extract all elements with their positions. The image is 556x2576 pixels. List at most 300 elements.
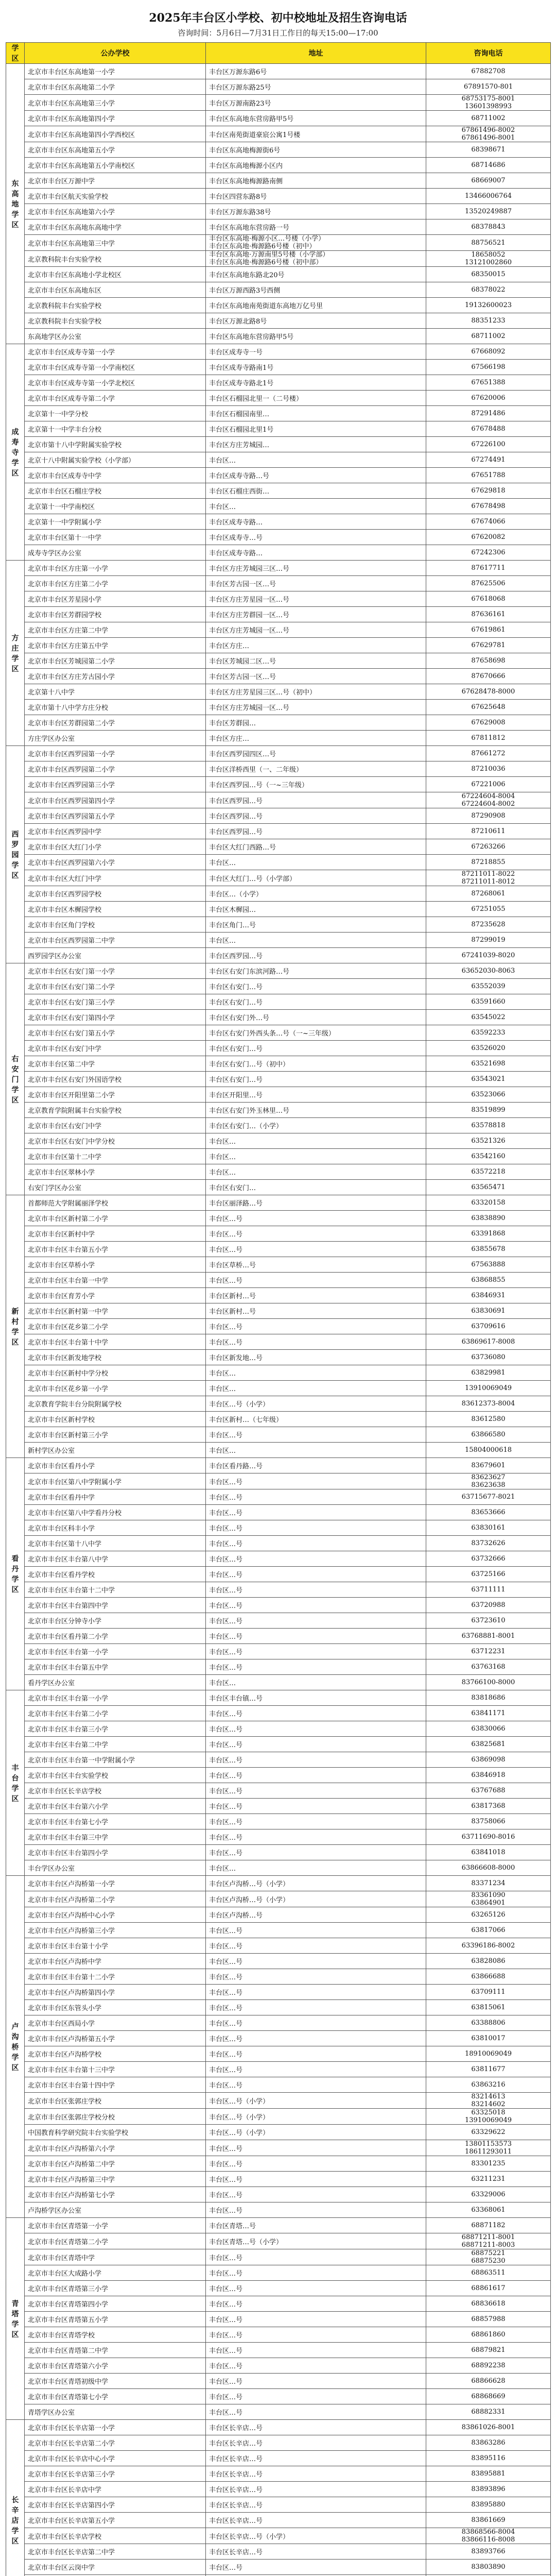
school-name: 北京市丰台区花乡第一小学 bbox=[25, 1381, 206, 1396]
school-address: 丰台区长辛店…号 bbox=[206, 2451, 426, 2466]
school-address: 丰台区…号 bbox=[206, 1985, 426, 2000]
school-phone bbox=[426, 1768, 551, 1783]
table-row bbox=[6, 1010, 551, 1025]
table-row bbox=[6, 761, 551, 777]
school-name: 北京市丰台区航天实验学校 bbox=[25, 189, 206, 204]
school-phone-line: 83866116-8008 bbox=[461, 2536, 515, 2544]
table-row bbox=[6, 375, 551, 391]
table-row bbox=[6, 235, 551, 251]
school-phone-line: 67668092 bbox=[471, 348, 506, 355]
school-address: 丰台区青塔…号 bbox=[206, 2218, 426, 2233]
school-name: 北京市丰台区右安门第一小学 bbox=[25, 963, 206, 979]
table-row bbox=[6, 684, 551, 700]
school-phone-line: 63265126 bbox=[471, 1911, 506, 1919]
school-name: 北京市丰台区青塔第三小学 bbox=[25, 2281, 206, 2296]
school-address: 丰台区长辛店…号（小学） bbox=[206, 2528, 426, 2544]
table-row bbox=[6, 1273, 551, 1288]
page-subtitle: 咨询时间：5月6日—7月31日工作日的每天15:00—17:00 bbox=[178, 28, 378, 38]
school-phone-line: 13121002860 bbox=[465, 259, 512, 266]
school-name: 北京市丰台区长辛店中心小学 bbox=[25, 2451, 206, 2466]
school-address: 丰台区…号 bbox=[206, 2140, 426, 2156]
school-phone-line: 63763168 bbox=[471, 1663, 506, 1671]
school-phone bbox=[426, 2482, 551, 2497]
school-phone bbox=[426, 933, 551, 948]
school-name: 北京市丰台区成寿寺第一小学南校区 bbox=[25, 360, 206, 375]
table-row bbox=[6, 1505, 551, 1520]
school-phone bbox=[426, 1690, 551, 1706]
school-address: 丰台区方庄芳城园一区…号 bbox=[206, 700, 426, 715]
table-row bbox=[6, 963, 551, 979]
school-phone-line: 67619861 bbox=[471, 626, 506, 634]
school-phone bbox=[426, 1907, 551, 1923]
column-header: 公办学校 bbox=[25, 43, 206, 64]
school-address: 丰台区…号 bbox=[206, 1598, 426, 1613]
school-phone bbox=[426, 1706, 551, 1721]
school-address: 丰台区…号 bbox=[206, 1629, 426, 1644]
school-phone-line: 68868669 bbox=[471, 2393, 506, 2400]
table-row bbox=[6, 2435, 551, 2451]
school-address: 丰台区…号 bbox=[206, 2156, 426, 2172]
school-address: 丰台区…号 bbox=[206, 1520, 426, 1536]
school-address: 丰台区石榴庄西街… bbox=[206, 483, 426, 499]
school-phone-line: 83766100-8000 bbox=[461, 1679, 515, 1686]
school-name: 北京市丰台区青塔第四小学 bbox=[25, 2296, 206, 2312]
school-name: 北京市丰台区青塔初级中学 bbox=[25, 2374, 206, 2389]
school-phone bbox=[426, 1505, 551, 1520]
district-cell: 成寿寺学区 bbox=[6, 344, 25, 561]
school-phone bbox=[426, 1350, 551, 1365]
school-phone bbox=[426, 545, 551, 561]
school-phone bbox=[426, 2077, 551, 2093]
school-address: 丰台区…号 bbox=[206, 2265, 426, 2281]
school-address: 丰台区大红门西路…号 bbox=[206, 839, 426, 855]
school-name: 北京第十一中学丰台分校 bbox=[25, 421, 206, 437]
table-row bbox=[6, 1629, 551, 1644]
table-row bbox=[6, 437, 551, 452]
school-address: 丰台区…号 bbox=[206, 1473, 426, 1489]
school-name: 北京市丰台区第二中学 bbox=[25, 1056, 206, 1072]
school-address: 丰台区长辛店…号 bbox=[206, 2544, 426, 2560]
table-row bbox=[6, 902, 551, 917]
school-address: 丰台区右安门…号 bbox=[206, 1041, 426, 1056]
school-name: 北京市丰台区草桥小学 bbox=[25, 1257, 206, 1273]
school-phone bbox=[426, 1211, 551, 1226]
school-name: 北京市丰台区右安门第五小学 bbox=[25, 1025, 206, 1041]
school-address: 丰台区右安门东滨河路…号 bbox=[206, 963, 426, 979]
school-address: 丰台区…号 bbox=[206, 1938, 426, 1954]
school-phone-line: 87218855 bbox=[471, 858, 506, 866]
school-name: 北京市丰台区云岗中学 bbox=[25, 2560, 206, 2575]
table-row bbox=[6, 111, 551, 126]
table-row bbox=[6, 824, 551, 839]
school-address: 丰台区…号 bbox=[206, 2046, 426, 2062]
school-phone-line: 63592233 bbox=[471, 1029, 506, 1037]
school-phone bbox=[426, 902, 551, 917]
table-row bbox=[6, 421, 551, 437]
table-row bbox=[6, 1056, 551, 1072]
school-phone bbox=[426, 1412, 551, 1427]
school-address: 丰台区右安门…（小学） bbox=[206, 1118, 426, 1133]
school-phone-line: 67861496-8001 bbox=[461, 134, 515, 142]
table-row bbox=[6, 638, 551, 653]
school-phone-line: 67263266 bbox=[471, 843, 506, 851]
school-phone-line: 63526020 bbox=[471, 1044, 506, 1052]
school-phone bbox=[426, 2156, 551, 2172]
school-phone bbox=[426, 1629, 551, 1644]
school-phone-line: 83612373-8004 bbox=[461, 1400, 515, 1408]
school-phone-line: 67678498 bbox=[471, 502, 506, 510]
school-name: 北京市丰台区丰台第三中学 bbox=[25, 1829, 206, 1845]
school-phone-line: 67811812 bbox=[471, 734, 506, 742]
school-phone-line: 63829981 bbox=[471, 1369, 506, 1377]
school-phone bbox=[426, 1891, 551, 1907]
school-phone-line: 83803890 bbox=[471, 2563, 506, 2571]
table-row bbox=[6, 126, 551, 142]
school-phone bbox=[426, 1613, 551, 1629]
school-phone bbox=[426, 994, 551, 1010]
school-name: 北京市丰台区丰台第十中学 bbox=[25, 1334, 206, 1350]
table-row bbox=[6, 1365, 551, 1381]
table-row bbox=[6, 792, 551, 808]
table-row bbox=[6, 391, 551, 406]
school-name: 北京市丰台区右安门外国语学校 bbox=[25, 1072, 206, 1087]
school-phone bbox=[426, 979, 551, 994]
table-row bbox=[6, 1072, 551, 1087]
school-name: 北京市丰台区方庄第五中学 bbox=[25, 638, 206, 653]
school-name: 北京教科院丰台实验学校 bbox=[25, 313, 206, 329]
school-phone-line: 67629008 bbox=[471, 719, 506, 726]
school-name: 北京市丰台区方庄芳古园小学 bbox=[25, 669, 206, 684]
table-row bbox=[6, 158, 551, 173]
table-row bbox=[6, 1799, 551, 1814]
school-phone bbox=[426, 1799, 551, 1814]
school-name: 北京市丰台区第八中学附属小学 bbox=[25, 1473, 206, 1489]
table-row bbox=[6, 607, 551, 622]
school-phone-line: 68875221 bbox=[471, 2249, 506, 2257]
table-row bbox=[6, 1598, 551, 1613]
table-row bbox=[6, 2482, 551, 2497]
table-row bbox=[6, 870, 551, 886]
school-phone-line: 67629781 bbox=[471, 641, 506, 649]
school-address: 丰台区石榴园南里… bbox=[206, 406, 426, 421]
school-name: 北京市丰台区长辛店学校 bbox=[25, 2528, 206, 2544]
school-address: 丰台区开阳里…号 bbox=[206, 1087, 426, 1103]
school-address: 丰台区…号（小学） bbox=[206, 2109, 426, 2125]
school-phone-line: 63767688 bbox=[471, 1787, 506, 1794]
school-address: 丰台区万源东路6号 bbox=[206, 64, 426, 79]
school-phone bbox=[426, 2062, 551, 2077]
school-name: 新村学区办公室 bbox=[25, 1443, 206, 1458]
school-phone-line: 83623638 bbox=[471, 1481, 506, 1489]
school-address: 丰台区右安门… bbox=[206, 1180, 426, 1195]
table-row bbox=[6, 1087, 551, 1103]
school-phone-line: 87670666 bbox=[471, 672, 506, 680]
school-address: 丰台区方庄芳群园一区…号 bbox=[206, 607, 426, 622]
school-address: 丰台区右安门…号 bbox=[206, 979, 426, 994]
school-phone bbox=[426, 2466, 551, 2482]
school-phone-line: 67628478-8000 bbox=[461, 688, 515, 696]
school-phone-line: 88351233 bbox=[471, 317, 506, 325]
table-row bbox=[6, 1412, 551, 1427]
school-phone bbox=[426, 591, 551, 607]
table-row bbox=[6, 1954, 551, 1969]
school-phone-line: 63709616 bbox=[471, 1323, 506, 1330]
school-name: 北京市丰台区东高地东区 bbox=[25, 282, 206, 298]
school-name: 北京市丰台区东高地小学北校区 bbox=[25, 267, 206, 282]
school-name: 北京市丰台区东高地第五小学 bbox=[25, 142, 206, 158]
school-address: 丰台区南苑街道豪宸公寓1号楼 bbox=[206, 126, 426, 142]
school-phone-line: 87211011-8022 bbox=[461, 870, 515, 878]
school-name: 北京市丰台区丰台第四小学 bbox=[25, 1845, 206, 1860]
table-row bbox=[6, 313, 551, 329]
school-phone bbox=[426, 1737, 551, 1752]
table-row bbox=[6, 653, 551, 669]
table-row bbox=[6, 2093, 551, 2109]
school-name: 北京市丰台区长辛店第四小学 bbox=[25, 2497, 206, 2513]
school-address-line: 丰台区东高地·万源南里5号楼（小学部） bbox=[209, 251, 329, 259]
school-phone bbox=[426, 1164, 551, 1180]
school-phone bbox=[426, 2140, 551, 2156]
school-phone bbox=[426, 2544, 551, 2560]
school-address: 丰台区…号 bbox=[206, 1211, 426, 1226]
school-address: 丰台区卢沟桥…号（小学） bbox=[206, 1891, 426, 1907]
school-name: 北京市丰台区青塔第七小学 bbox=[25, 2389, 206, 2404]
school-name: 北京市丰台区科丰小学 bbox=[25, 1520, 206, 1536]
school-address: 丰台区石榴园北里一（二号楼） bbox=[206, 391, 426, 406]
table-row bbox=[6, 79, 551, 95]
school-address: 丰台区成寿寺路北1号 bbox=[206, 375, 426, 391]
school-address: 丰台区…号 bbox=[206, 1814, 426, 1829]
table-row bbox=[6, 1659, 551, 1675]
school-address: 丰台区…号 bbox=[206, 2560, 426, 2575]
table-row bbox=[6, 1257, 551, 1273]
school-address: 丰台区…号 bbox=[206, 2358, 426, 2374]
school-phone bbox=[426, 2000, 551, 2015]
school-phone-line: 68875230 bbox=[471, 2257, 506, 2265]
school-phone bbox=[426, 1025, 551, 1041]
school-phone bbox=[426, 313, 551, 329]
school-address: 丰台区…号 bbox=[206, 1768, 426, 1783]
school-phone bbox=[426, 792, 551, 808]
school-phone bbox=[426, 2015, 551, 2031]
table-row bbox=[6, 622, 551, 638]
school-phone bbox=[426, 421, 551, 437]
school-address: 丰台区卢沟桥…号 bbox=[206, 1907, 426, 1923]
table-row bbox=[6, 2202, 551, 2218]
school-name: 北京市丰台区右安门第二小学 bbox=[25, 979, 206, 994]
school-address: 丰台区…号 bbox=[206, 2000, 426, 2015]
school-phone-line: 83893896 bbox=[471, 2485, 506, 2493]
school-address bbox=[206, 251, 426, 267]
school-phone-line: 67566198 bbox=[471, 363, 506, 371]
school-address: 丰台区成寿寺路… bbox=[206, 545, 426, 561]
table-row bbox=[6, 2187, 551, 2202]
school-phone-line: 87290908 bbox=[471, 812, 506, 820]
school-phone bbox=[426, 391, 551, 406]
school-phone bbox=[426, 1845, 551, 1860]
school-phone-line: 83519899 bbox=[471, 1106, 506, 1114]
school-name: 北京市丰台区卢沟桥中学 bbox=[25, 1954, 206, 1969]
school-phone bbox=[426, 1010, 551, 1025]
school-name: 北京市丰台区第八中学看丹分校 bbox=[25, 1505, 206, 1520]
school-phone-line: 63830691 bbox=[471, 1307, 506, 1315]
school-name: 北京教科院丰台实验学校 bbox=[25, 251, 206, 267]
school-phone-line: 67678488 bbox=[471, 425, 506, 433]
table-row bbox=[6, 2544, 551, 2560]
school-phone-line: 68866628 bbox=[471, 2377, 506, 2385]
school-name: 首都师范大学附属丽泽学校 bbox=[25, 1195, 206, 1211]
school-phone bbox=[426, 2218, 551, 2233]
school-name: 北京市丰台区育芳小学 bbox=[25, 1288, 206, 1303]
table-row bbox=[6, 1706, 551, 1721]
school-address: 丰台区成寿寺一号 bbox=[206, 344, 426, 360]
school-name: 西罗园学区办公室 bbox=[25, 948, 206, 963]
school-phone-line: 63325018 bbox=[471, 2109, 506, 2116]
school-address: 丰台区青塔…号（小学） bbox=[206, 2233, 426, 2249]
school-phone-line: 83861669 bbox=[471, 2516, 506, 2524]
table-row bbox=[6, 1644, 551, 1659]
school-phone-line: 68871182 bbox=[471, 2222, 506, 2229]
school-name: 北京市丰台区大成路小学 bbox=[25, 2265, 206, 2281]
school-phone bbox=[426, 1783, 551, 1799]
school-phone bbox=[426, 2435, 551, 2451]
school-phone bbox=[426, 2109, 551, 2125]
school-address: 丰台区…号 bbox=[206, 1954, 426, 1969]
school-address: 丰台区木樨园… bbox=[206, 902, 426, 917]
school-address: 丰台区…号 bbox=[206, 1334, 426, 1350]
school-name: 北京市丰台区右安门中学分校 bbox=[25, 1133, 206, 1149]
school-phone-line: 63811677 bbox=[471, 2065, 506, 2073]
table-row bbox=[6, 2560, 551, 2575]
table-row bbox=[6, 948, 551, 963]
school-address: 丰台区东高地梅源街6号 bbox=[206, 142, 426, 158]
school-name: 北京市丰台区右安门中学 bbox=[25, 1041, 206, 1056]
school-phone bbox=[426, 282, 551, 298]
table-row bbox=[6, 1041, 551, 1056]
school-name: 北京市丰台区长辛店第一小学 bbox=[25, 2420, 206, 2435]
school-name: 北京市丰台区芳群园第二小学 bbox=[25, 715, 206, 731]
table-row bbox=[6, 1814, 551, 1829]
school-phone-line: 63868855 bbox=[471, 1276, 506, 1284]
school-address: 丰台区右安门外…号 bbox=[206, 1010, 426, 1025]
school-phone-line: 83214602 bbox=[471, 2100, 506, 2108]
table-row bbox=[6, 2404, 551, 2420]
school-name: 北京市丰台区西罗园第五小学 bbox=[25, 808, 206, 824]
table-row bbox=[6, 715, 551, 731]
school-name: 北京市丰台区卢沟桥第七小学 bbox=[25, 2187, 206, 2202]
school-name: 北京市丰台区第十八中学 bbox=[25, 1536, 206, 1551]
public-school-table bbox=[6, 42, 551, 2576]
school-address: 丰台区四营东路8号 bbox=[206, 189, 426, 204]
school-address: 丰台区芳群园… bbox=[206, 715, 426, 731]
school-phone bbox=[426, 1969, 551, 1985]
school-phone bbox=[426, 204, 551, 219]
school-address: 丰台区万源东路25号 bbox=[206, 79, 426, 95]
school-name: 北京市丰台区东高地第六小学 bbox=[25, 204, 206, 219]
school-phone bbox=[426, 530, 551, 545]
school-phone bbox=[426, 2343, 551, 2358]
table-row bbox=[6, 746, 551, 761]
school-address: 丰台区…号 bbox=[206, 2296, 426, 2312]
table-row bbox=[6, 1876, 551, 1891]
school-phone bbox=[426, 731, 551, 746]
school-address: 丰台区成寿寺…号 bbox=[206, 530, 426, 545]
school-phone bbox=[426, 2451, 551, 2466]
school-address: 丰台区万源南路23号 bbox=[206, 95, 426, 111]
school-phone bbox=[426, 437, 551, 452]
school-phone-line: 63725166 bbox=[471, 1570, 506, 1578]
school-phone bbox=[426, 1489, 551, 1505]
school-phone-line: 68882331 bbox=[471, 2408, 506, 2416]
school-address: 丰台区西罗园…号 bbox=[206, 948, 426, 963]
school-name: 北京市丰台区张郭庄学校分校 bbox=[25, 2109, 206, 2125]
school-address: 丰台区…号 bbox=[206, 1923, 426, 1938]
school-name: 北京市丰台区丰台第二小学 bbox=[25, 1706, 206, 1721]
school-address: 丰台区…（小学） bbox=[206, 886, 426, 902]
school-name: 北京市丰台区东高地第四小学 bbox=[25, 111, 206, 126]
school-address: 丰台区…号 bbox=[206, 2404, 426, 2420]
school-address: 丰台区… bbox=[206, 452, 426, 468]
school-name: 北京市丰台区新村第一中学 bbox=[25, 1303, 206, 1319]
school-phone-line: 87625506 bbox=[471, 580, 506, 587]
school-phone-line: 63388806 bbox=[471, 2019, 506, 2027]
school-phone bbox=[426, 1427, 551, 1443]
table-row bbox=[6, 483, 551, 499]
school-name: 北京市丰台区新村第二小学 bbox=[25, 1211, 206, 1226]
school-name: 北京市丰台区右安门第四小学 bbox=[25, 1010, 206, 1025]
table-row bbox=[6, 1520, 551, 1536]
school-phone bbox=[426, 189, 551, 204]
school-address: 丰台区… bbox=[206, 499, 426, 514]
table-row bbox=[6, 2233, 551, 2249]
school-phone bbox=[426, 1551, 551, 1567]
school-phone bbox=[426, 298, 551, 313]
school-name: 北京市丰台区新村中学 bbox=[25, 1226, 206, 1242]
table-row bbox=[6, 1242, 551, 1257]
school-name: 北京市丰台区丰台第四中学 bbox=[25, 1598, 206, 1613]
school-phone bbox=[426, 1721, 551, 1737]
school-name: 北京市丰台区看丹小学 bbox=[25, 1458, 206, 1473]
school-name: 北京教育学院丰台分院附属学校 bbox=[25, 1396, 206, 1412]
school-phone bbox=[426, 1985, 551, 2000]
school-phone-line: 63846931 bbox=[471, 1292, 506, 1299]
school-phone-line: 13910069049 bbox=[465, 1384, 512, 1392]
school-address: 丰台区丽泽路…号 bbox=[206, 1195, 426, 1211]
table-row bbox=[6, 2218, 551, 2233]
school-phone bbox=[426, 839, 551, 855]
school-name: 北京教育学院附属丰台实验学校 bbox=[25, 1103, 206, 1118]
table-row bbox=[6, 2265, 551, 2281]
table-row bbox=[6, 1567, 551, 1582]
school-phone-line: 67251055 bbox=[471, 905, 506, 913]
school-phone-line: 68871211-8001 bbox=[461, 2233, 515, 2241]
school-phone bbox=[426, 251, 551, 267]
school-phone bbox=[426, 1103, 551, 1118]
school-phone-line: 67674066 bbox=[471, 518, 506, 526]
table-row bbox=[6, 1690, 551, 1706]
school-address: 丰台区大红门…号（小学部） bbox=[206, 870, 426, 886]
page-title: 2025年丰台区小学校、初中校地址及招生咨询电话 bbox=[149, 11, 407, 25]
school-name: 中国教育科学研究院丰台实验学校 bbox=[25, 2125, 206, 2140]
school-name: 北京市丰台区卢沟桥第三小学 bbox=[25, 1923, 206, 1938]
school-phone bbox=[426, 1118, 551, 1133]
school-address: 丰台区…号 bbox=[206, 2312, 426, 2327]
table-row bbox=[6, 1985, 551, 2000]
school-phone-line: 83818686 bbox=[471, 1694, 506, 1702]
school-phone bbox=[426, 1056, 551, 1072]
table-row bbox=[6, 251, 551, 267]
school-name: 北京市丰台区西局小学 bbox=[25, 2015, 206, 2031]
